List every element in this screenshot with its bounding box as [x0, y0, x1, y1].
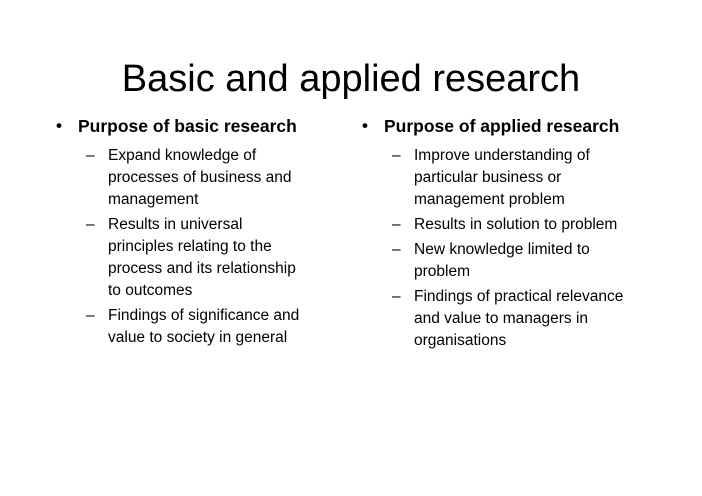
column-heading-label: Purpose of applied research — [384, 116, 620, 136]
list-item-label: Findings of practical relevance and value to managers in organisations — [414, 288, 624, 350]
list-item-label: Expand knowledge of processes of business and management — [108, 147, 292, 209]
dash-icon: – — [392, 147, 401, 165]
bullet-list — [358, 145, 640, 352]
page-title: Basic and applied research — [121, 58, 581, 101]
list-item — [358, 239, 640, 283]
list-item-label: Results in universal principles relating to the process and its relationship to outcomes — [108, 216, 296, 300]
list-item — [358, 145, 640, 211]
bullet-icon: • — [362, 116, 368, 135]
list-item-label: Improve understanding of particular business or management problem — [414, 147, 590, 209]
list-item — [52, 145, 300, 211]
list-item — [52, 214, 300, 302]
list-item — [358, 214, 640, 236]
column-heading — [52, 114, 300, 139]
dash-icon: – — [392, 216, 401, 234]
column-applied-research — [300, 114, 640, 355]
list-item-label: Results in solution to problem — [414, 216, 618, 234]
list-item-label: Findings of significance and value to society in general — [108, 307, 300, 347]
column-heading-label: Purpose of basic research — [78, 116, 297, 136]
bullet-icon: • — [56, 116, 62, 135]
column-basic-research — [0, 114, 300, 352]
dash-icon: – — [86, 216, 95, 234]
list-item — [358, 286, 640, 352]
column-heading — [358, 114, 640, 139]
dash-icon: – — [392, 241, 401, 259]
dash-icon: – — [86, 307, 95, 325]
slide-body — [0, 114, 702, 355]
list-item-label: New knowledge limited to problem — [414, 241, 590, 281]
list-item — [52, 305, 300, 349]
bullet-list — [52, 145, 300, 349]
dash-icon: – — [86, 147, 95, 165]
dash-icon: – — [392, 288, 401, 306]
